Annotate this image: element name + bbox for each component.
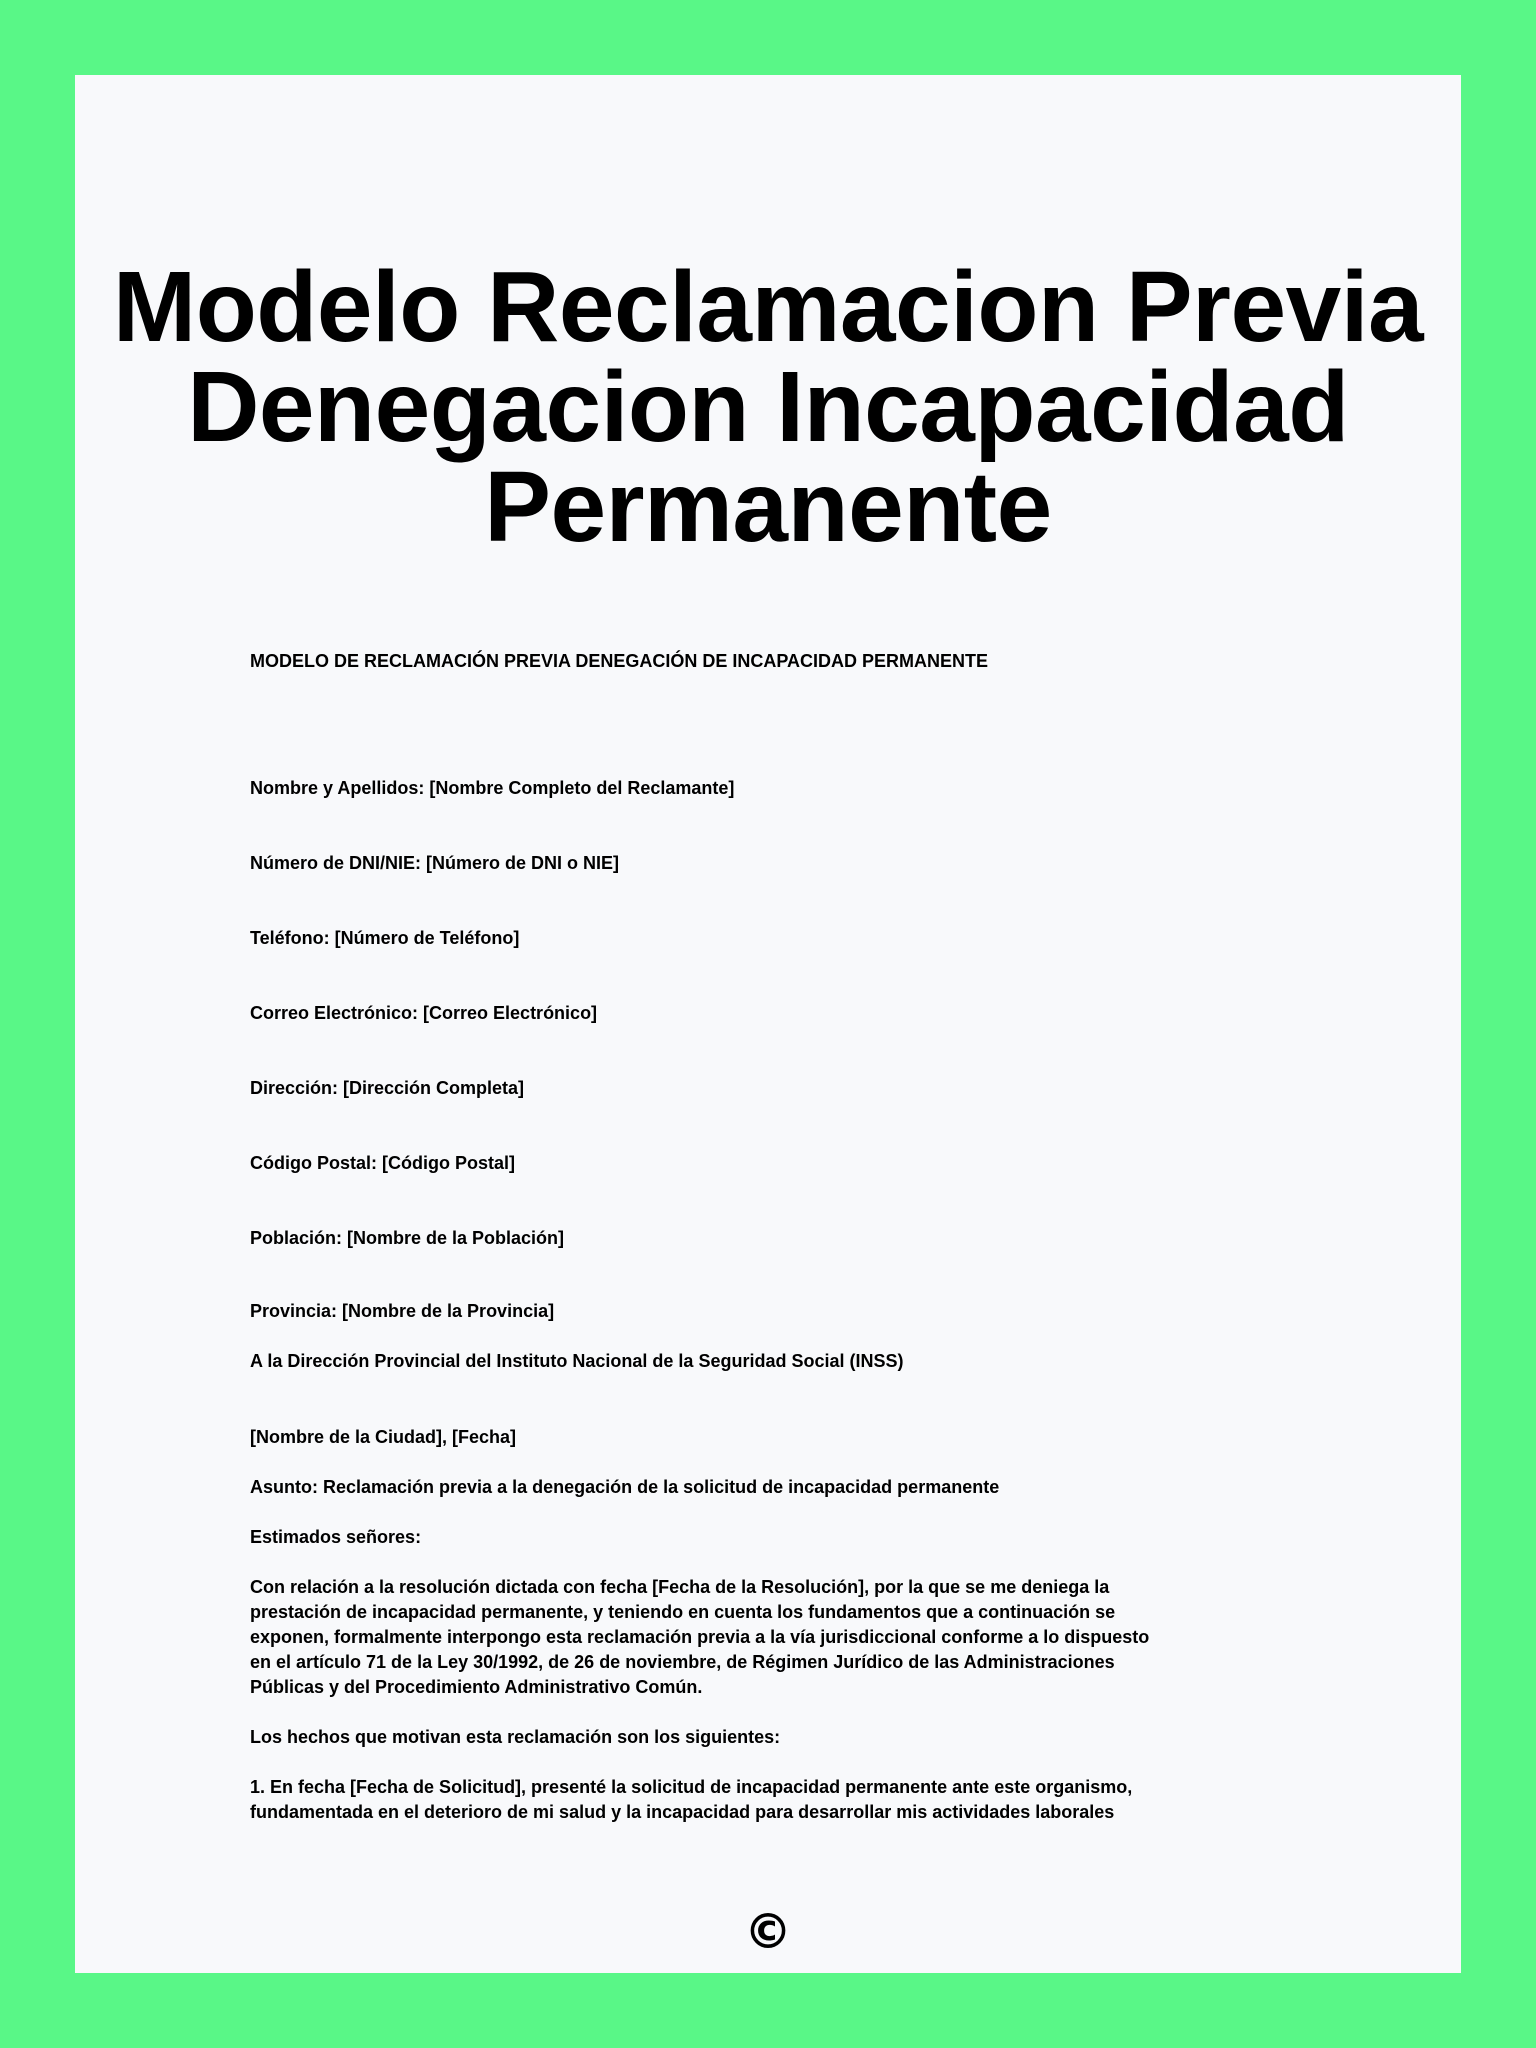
field-direccion: Dirección: [Dirección Completa] [250, 1078, 525, 1098]
subject-line: Asunto: Reclamación previa a la denegación de la solicitud de incapacidad permanente [250, 1477, 1000, 1497]
field-codigo-postal: Código Postal: [Código Postal] [250, 1153, 515, 1173]
body-paragraph-line: Con relación a la resolución dictada con fecha [Fecha de la Resolución], por la que se me deniega la [250, 1577, 1110, 1597]
field-correo: Correo Electrónico: [Correo Electrónico] [250, 1003, 598, 1023]
body-paragraph [250, 1575, 1265, 1700]
recipient-line: A la Dirección Provincial del Instituto Nacional de la Seguridad Social (INSS) [250, 1351, 904, 1371]
document-heading: MODELO DE RECLAMACIÓN PREVIA DENEGACIÓN DE INCAPACIDAD PERMANENTE [250, 651, 989, 671]
field-nombre: Nombre y Apellidos: [Nombre Completo del Reclamante] [250, 778, 735, 798]
page-title-line-2: Denegacion Incapacidad [187, 351, 1349, 463]
page-title-line-1: Modelo Reclamacion Previa [112, 251, 1424, 363]
salutation-line: Estimados señores: [250, 1527, 422, 1547]
place-date-line: [Nombre de la Ciudad], [Fecha] [250, 1427, 517, 1447]
fact-item-line: fundamentada en el deterioro de mi salud y la incapacidad para desarrollar mis actividades laborales [250, 1802, 1115, 1822]
field-provincia: Provincia: [Nombre de la Provincia] [250, 1301, 555, 1321]
page-title [75, 251, 1461, 563]
field-poblacion: Población: [Nombre de la Población] [250, 1228, 565, 1248]
facts-intro: Los hechos que motivan esta reclamación son los siguientes: [250, 1727, 781, 1747]
body-paragraph-line: en el artículo 71 de la Ley 30/1992, de 26 de noviembre, de Régimen Jurídico de las Administraciones [250, 1652, 1115, 1672]
body-paragraph-line: Públicas y del Procedimiento Administrativo Común. [250, 1677, 703, 1697]
page-title-line-3: Permanente [484, 451, 1052, 563]
document-page [75, 75, 1461, 1973]
copyright-icon: © [744, 1904, 792, 1960]
body-paragraph-line: exponen, formalmente interpongo esta reclamación previa a la vía jurisdiccional conforme a lo dispuesto [250, 1627, 1150, 1647]
fact-item-1 [250, 1775, 1265, 1825]
fact-item-line: 1. En fecha [Fecha de Solicitud], presenté la solicitud de incapacidad permanente ante este organismo, [250, 1777, 1133, 1797]
body-paragraph-line: prestación de incapacidad permanente, y teniendo en cuenta los fundamentos que a continuación se [250, 1602, 1116, 1622]
field-dni: Número de DNI/NIE: [Número de DNI o NIE] [250, 853, 620, 873]
field-telefono: Teléfono: [Número de Teléfono] [250, 928, 520, 948]
